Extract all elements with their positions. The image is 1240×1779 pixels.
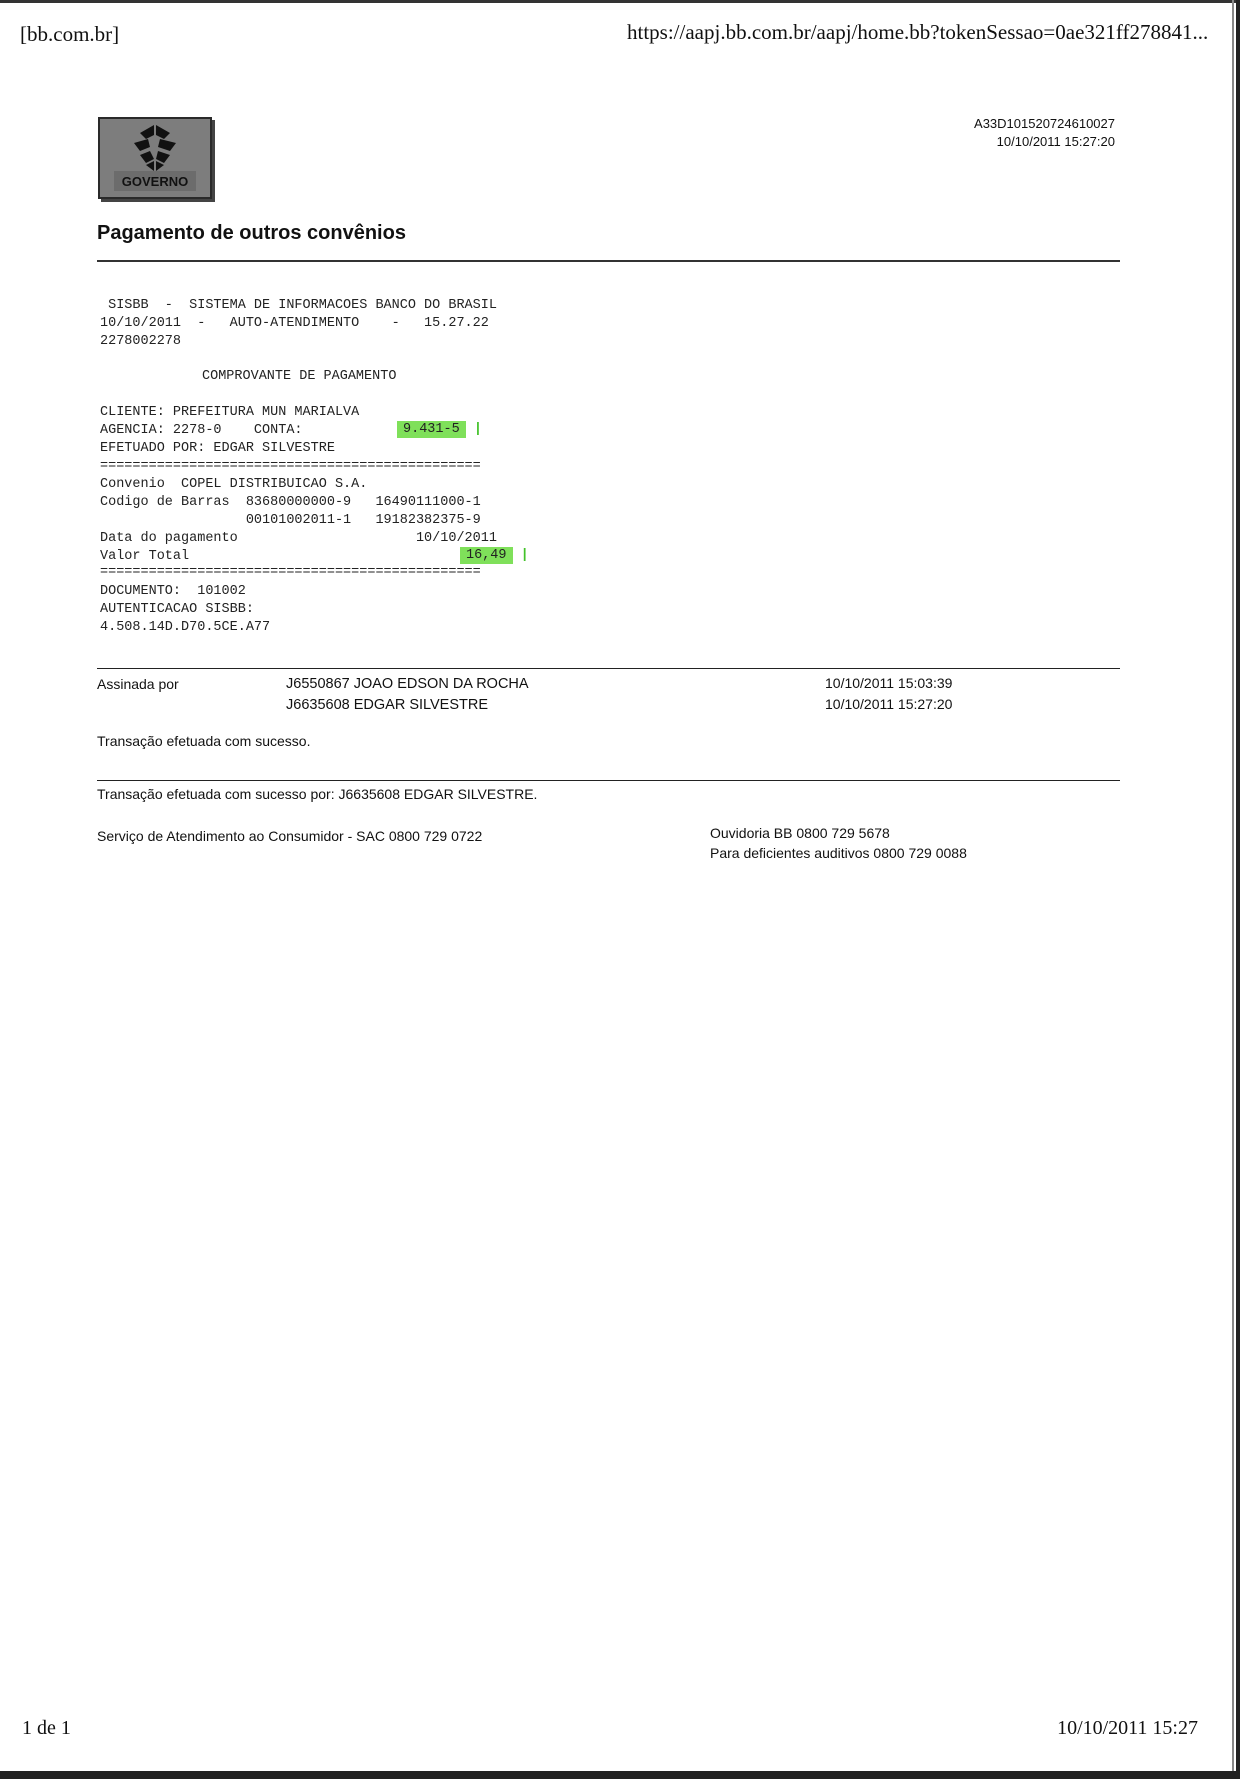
- document-datetime: 10/10/2011 15:27:20: [996, 134, 1115, 149]
- scan-border-bottom: [0, 1771, 1240, 1779]
- bank-logo: [98, 117, 212, 199]
- document-id-block: [974, 115, 1115, 151]
- receipt-line-date: 10/10/2011 - AUTO-ATENDIMENTO - 15.27.22: [100, 316, 489, 331]
- highlight-valor: 16,49: [460, 547, 513, 564]
- scan-border-right-inner: [1232, 0, 1234, 1779]
- highlight-mark: |: [520, 548, 529, 563]
- signature-date: 10/10/2011 15:27:20: [825, 696, 953, 712]
- receipt-cliente: CLIENTE: PREFEITURA MUN MARIALVA: [100, 405, 360, 420]
- signer-name: J6550867 JOAO EDSON DA ROCHA: [286, 676, 529, 692]
- print-page-number: 1 de 1: [22, 1717, 71, 1739]
- signature-divider: [97, 668, 1120, 669]
- receipt-data-pagamento: Data do pagamento 10/10/2011: [100, 531, 497, 546]
- print-datetime: 10/10/2011 15:27: [1057, 1717, 1198, 1739]
- signature-dates: [825, 673, 952, 715]
- receipt-valor-label: Valor Total: [100, 549, 190, 564]
- signed-by-label: Assinada por: [97, 676, 179, 692]
- receipt-autenticacao: AUTENTICACAO SISBB:: [100, 602, 254, 617]
- receipt-conta-value: [397, 422, 482, 437]
- receipt-separator-2: ===============================================: [100, 565, 481, 580]
- success-divider: [97, 780, 1120, 781]
- signature-date: 10/10/2011 15:03:39: [825, 675, 953, 691]
- receipt-line-sisbb: SISBB - SISTEMA DE INFORMACOES BANCO DO BRASIL: [100, 298, 497, 313]
- signer-names: [286, 674, 529, 716]
- receipt-documento: DOCUMENTO: 101002: [100, 584, 246, 599]
- sac-contact: Serviço de Atendimento ao Consumidor - SAC 0800 729 0722: [97, 828, 483, 844]
- logo-text: GOVERNO: [121, 174, 189, 189]
- highlight-mark: |: [473, 422, 482, 437]
- title-divider: [97, 260, 1120, 262]
- receipt-barcode-2: 00101002011-1 19182382375-9: [100, 513, 481, 528]
- receipt-convenio: Convenio COPEL DISTRIBUICAO S.A.: [100, 477, 368, 492]
- receipt-barcode-1: Codigo de Barras 83680000000-9 16490111000-1: [100, 495, 481, 510]
- banco-do-brasil-logo-icon: [100, 119, 210, 197]
- browser-site-label: [bb.com.br]: [20, 22, 120, 46]
- receipt-valor-value: [460, 548, 529, 563]
- ouvidoria-contact: Ouvidoria BB 0800 729 5678: [710, 825, 890, 841]
- receipt-separator-1: ===============================================: [100, 459, 481, 474]
- browser-url: https://aapj.bb.com.br/aapj/home.bb?tokenSessao=0ae321ff278841...: [627, 20, 1209, 44]
- success-by-message: Transação efetuada com sucesso por: J6635608 EDGAR SILVESTRE.: [97, 786, 538, 802]
- scan-border-right: [1236, 0, 1240, 1779]
- receipt-agencia-conta: AGENCIA: 2278-0 CONTA:: [100, 423, 303, 438]
- signer-name: J6635608 EDGAR SILVESTRE: [286, 697, 489, 713]
- receipt-auth-code: 4.508.14D.D70.5CE.A77: [100, 620, 271, 635]
- deficientes-contact: Para deficientes auditivos 0800 729 0088: [710, 845, 967, 861]
- document-code: A33D101520724610027: [974, 116, 1115, 131]
- receipt-heading: COMPROVANTE DE PAGAMENTO: [202, 369, 397, 384]
- scan-border-top: [0, 0, 1240, 3]
- highlight-conta: 9.431-5: [397, 421, 466, 438]
- receipt-line-terminal: 2278002278: [100, 334, 182, 349]
- success-message: Transação efetuada com sucesso.: [97, 733, 311, 749]
- page-title: Pagamento de outros convênios: [97, 222, 406, 244]
- receipt-efetuado: EFETUADO POR: EDGAR SILVESTRE: [100, 441, 335, 456]
